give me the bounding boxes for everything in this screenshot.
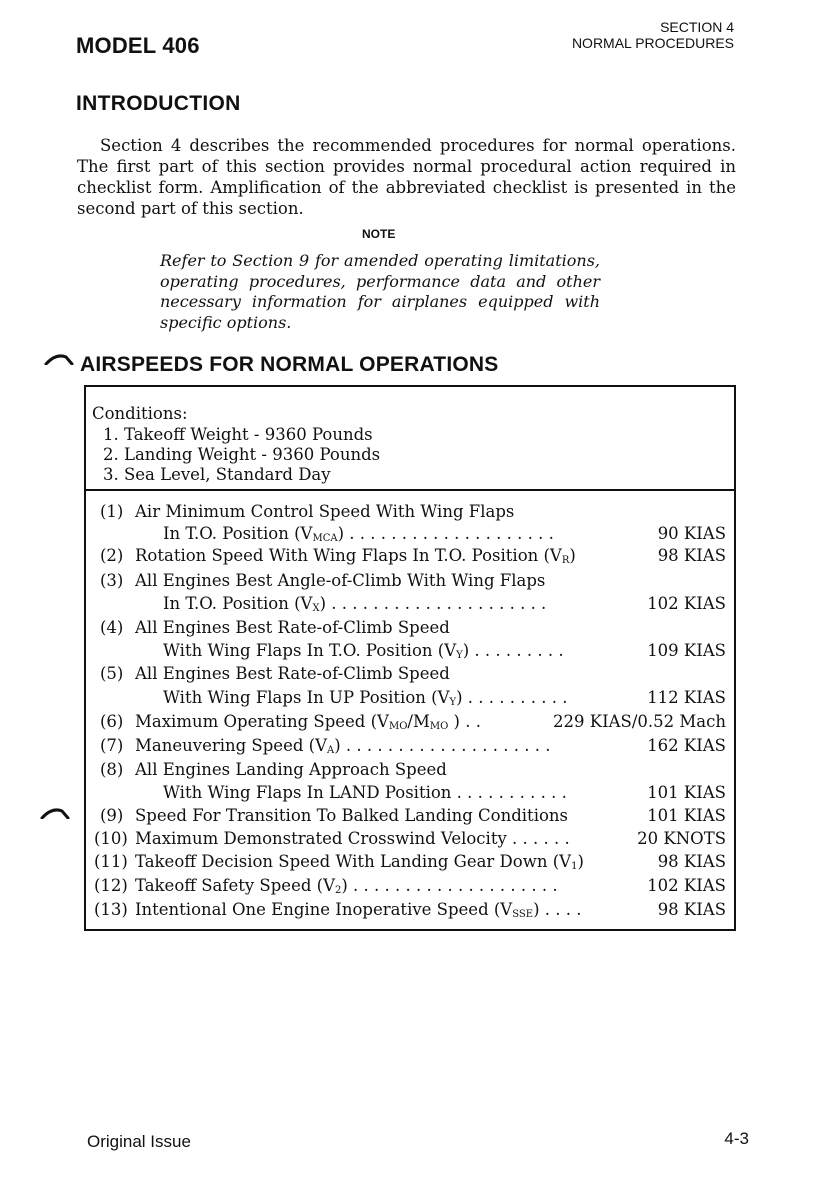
speed-value: 20 KNOTS (637, 829, 726, 848)
speed-item: (5) All Engines Best Rate-of-Climb Speed (100, 664, 450, 683)
section-header (572, 19, 734, 51)
model-title: MODEL 406 (76, 33, 200, 58)
conditions-panel (86, 387, 734, 491)
speed-item: (12) Takeoff Safety Speed $(V_2)$ . . . . . . . . . . . . . . . . . . . . 102 KIAS (94, 876, 726, 896)
condition-item: 1. Takeoff Weight - 9360 Pounds (103, 425, 373, 444)
speed-item: (9) Speed For Transition To Balked Landing Conditions 101 KIAS (100, 806, 726, 825)
page-number: 4-3 (724, 1129, 749, 1148)
airspeeds-heading: AIRSPEEDS FOR NORMAL OPERATIONS (80, 353, 499, 376)
condition-item: 3. Sea Level, Standard Day (103, 465, 331, 484)
speed-value: 229 KIAS/0.52 Mach (553, 712, 726, 731)
speed-value: 102 KIAS (647, 876, 726, 895)
speed-value: 98 KIAS (657, 852, 726, 871)
speed-value: 98 KIAS (657, 546, 726, 565)
speed-item-line2: In T.O. Position $(V_{MCA})$ . . . . . . . . . . . . . . . . . . . . 90 KIAS (163, 524, 726, 544)
speed-item: (4) All Engines Best Rate-of-Climb Speed (100, 618, 450, 637)
speed-item-line2: In T.O. Position $(V_X)$ . . . . . . . . . . . . . . . . . . . . . 102 KIAS (163, 594, 726, 614)
note-label: NOTE (362, 227, 396, 241)
speed-value: 101 KIAS (647, 806, 726, 825)
conditions-list (103, 425, 380, 485)
speed-item: (8) All Engines Landing Approach Speed (100, 760, 447, 779)
speed-item: (11) Takeoff Decision Speed With Landing Gear Down $(V_1)$ 98 KIAS (94, 852, 726, 872)
introduction-heading: INTRODUCTION (76, 92, 241, 115)
speed-item: (10) Maximum Demonstrated Crosswind Velocity . . . . . . 20 KNOTS (94, 829, 726, 848)
revision-mark-icon (44, 353, 74, 365)
speed-value: 162 KIAS (647, 736, 726, 755)
speed-item-line2: With Wing Flaps In T.O. Position $(V_Y)$ . . . . . . . . . 109 KIAS (163, 641, 726, 661)
speed-item-line2: With Wing Flaps In LAND Position . . . . . . . . . . . 101 KIAS (163, 783, 726, 802)
section-title: NORMAL PROCEDURES (571, 35, 734, 51)
note-text: Refer to Section 9 for amended operating limitations, operating procedures, performance data and other necessary information for airplanes equipped with specific options. (160, 251, 600, 332)
section-number: SECTION 4 (660, 19, 734, 35)
condition-item: 2. Landing Weight - 9360 Pounds (103, 445, 381, 464)
speed-item: (6) Maximum Operating Speed ($V_{MO}/M_{MO}$ ) . . 229 KIAS/0.52 Mach (100, 712, 726, 732)
footer-issue: Original Issue (87, 1132, 191, 1151)
speed-value: 98 KIAS (657, 900, 726, 919)
speed-item-line2: With Wing Flaps In UP Position $(V_Y)$ . . . . . . . . . . 112 KIAS (163, 688, 726, 708)
revision-mark-icon (40, 807, 70, 819)
speed-item: (7) Maneuvering Speed $(V_A)$ . . . . . . . . . . . . . . . . . . . . 162 KIAS (100, 736, 726, 756)
speed-item: (3) All Engines Best Angle-of-Climb With Wing Flaps (100, 571, 546, 590)
conditions-title: Conditions: (92, 404, 188, 423)
introduction-paragraph: Section 4 describes the recommended procedures for normal operations. The first part of this section provides normal procedural action required in checklist form. Amplification of the abbreviated checklist is presented in the second part of this section. (77, 136, 736, 218)
speed-value: 101 KIAS (647, 783, 726, 802)
speeds-list (86, 489, 734, 929)
airspeeds-table (84, 385, 736, 931)
speed-item: (13) Intentional One Engine Inoperative Speed $(V_{SSE})$ . . . . 98 KIAS (94, 900, 726, 920)
speed-item: (1) Air Minimum Control Speed With Wing Flaps (100, 502, 515, 521)
speed-item: (2) Rotation Speed With Wing Flaps In T.O. Position $(V_R)$ 98 KIAS (100, 546, 726, 566)
speed-value: 90 KIAS (657, 524, 726, 543)
speed-value: 102 KIAS (647, 594, 726, 613)
speed-value: 109 KIAS (647, 641, 726, 660)
speed-value: 112 KIAS (647, 688, 726, 707)
